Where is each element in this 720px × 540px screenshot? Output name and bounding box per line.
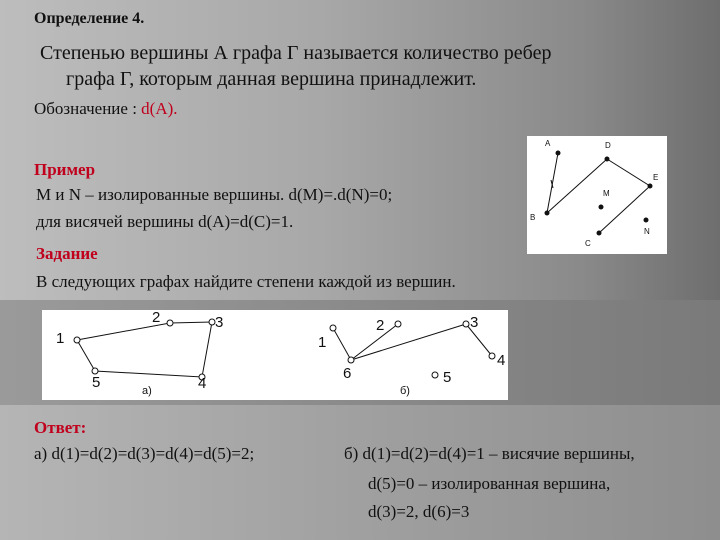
vertex-d [605,157,610,162]
answer-b-line-3: d(3)=2, d(6)=3 [368,502,470,521]
example-line-2: для висячей вершины d(A)=d(C)=1. [36,212,294,231]
example-line-1: M и N – изолированные вершины. d(M)=.d(N)=0; [36,185,393,204]
graph-b-vertex-5 [432,372,438,378]
answer-a: а) d(1)=d(2)=d(3)=d(4)=d(5)=2; [34,444,255,463]
vertex-m [599,205,604,210]
graph-b-vertex-3 [463,321,469,327]
lower-text-panel [0,405,720,540]
notation-label: Обозначение : [34,99,142,118]
graph-a-label-2: 2 [152,310,161,326]
vertex-b [545,211,550,216]
graph-a-label-5: 5 [92,374,101,391]
graph-b-label-6: 6 [343,365,352,382]
answer-b-line-2: d(5)=0 – изолированная вершина, [368,474,611,493]
graph-b-vertex-2 [395,321,401,327]
graph-b-label-4: 4 [497,352,506,369]
task-text: В следующих графах найдите степени каждой из вершин. [36,272,456,291]
label-b: B [530,213,536,222]
graph-b-edge-6-3 [351,324,466,360]
task-graphs-figure [42,310,508,400]
edge-b-d [547,159,607,213]
label-c: C [585,239,591,248]
vertex-n [644,218,649,223]
task-heading: Задание [36,244,98,263]
graph-a-vertex-1 [74,337,80,343]
graph-b-label-2: 2 [376,317,385,334]
label-e: E [653,173,659,182]
notation [34,99,178,119]
slide-title: Определение 4. [34,10,145,27]
notation-value: d(A). [141,99,178,118]
graph-b-vertex-1 [330,325,336,331]
example-heading: Пример [34,160,96,179]
label-a: A [545,139,551,148]
definition-line-1: Степенью вершины А графа Г называется количество ребер [40,42,552,64]
vertex-e [648,184,653,189]
graph-b-edge-1-6 [333,328,351,360]
graph-b-caption: б) [400,385,410,397]
example-graph-figure [527,136,667,254]
graph-b-label-3: 3 [470,314,479,331]
answer-heading: Ответ: [34,418,87,437]
label-m: M [603,189,610,198]
label-d: D [605,141,611,150]
vertex-c [597,231,602,236]
graph-b-vertex-4 [489,353,495,359]
graph-b-edge-2-6 [351,324,398,360]
definition-line-2: графа Г, которым данная вершина принадлежит. [66,68,477,90]
graph-a [56,310,223,397]
graph-b [318,314,505,397]
graph-a-label-3: 3 [215,314,224,331]
answer-b-line-1: б) d(1)=d(2)=d(4)=1 – висячие вершины, [344,444,635,463]
vertex-a [556,151,561,156]
graph-b-label-5: 5 [443,369,452,386]
edge-d-e [607,159,650,186]
graph-b-label-1: 1 [318,334,327,351]
graph-a-label-1: 1 [56,330,65,347]
graph-a-label-4: 4 [198,375,207,392]
graph-a-vertex-2 [167,320,173,326]
graph-a-caption: а) [142,385,152,397]
graph-b-vertex-6 [348,357,354,363]
label-n: N [644,227,650,236]
